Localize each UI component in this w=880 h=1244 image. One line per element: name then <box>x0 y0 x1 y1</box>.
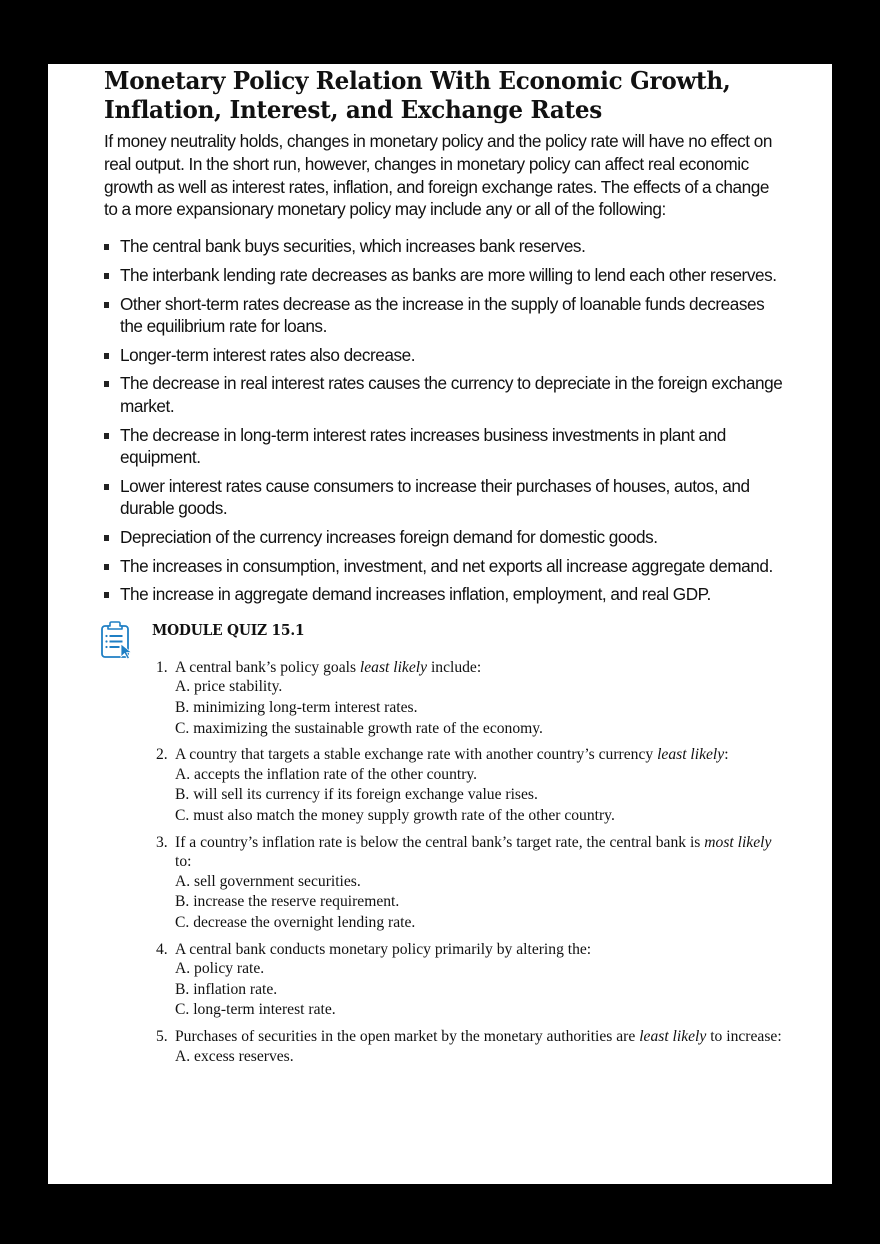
list-item: The decrease in real interest rates causes the currency to depreciate in the foreign exchange market. <box>104 372 784 417</box>
quiz-question <box>156 658 784 739</box>
list-item: Other short-term rates decrease as the increase in the supply of loanable funds decreases the equilibrium rate for loans. <box>104 293 784 338</box>
list-item: Lower interest rates cause consumers to increase their purchases of houses, autos, and durable goods. <box>104 475 784 520</box>
document-page <box>48 64 832 1184</box>
answer-option: A. accepts the inflation rate of the other country. <box>175 765 478 783</box>
square-bullet-icon <box>104 381 109 387</box>
module-quiz-header <box>104 618 784 658</box>
question-stem: A central bank conducts monetary policy primarily by altering the: <box>175 940 592 958</box>
clipboard-checklist-icon <box>100 620 134 660</box>
answer-option: B. increase the reserve requirement. <box>175 893 400 911</box>
answer-option: C. maximizing the sustainable growth rate of the economy. <box>175 719 543 737</box>
question-number: 2. <box>156 746 168 764</box>
list-item: The increases in consumption, investment, and net exports all increase aggregate demand. <box>104 555 784 578</box>
question-number: 3. <box>156 833 168 851</box>
answer-option: B. will sell its currency if its foreign exchange value rises. <box>175 786 538 804</box>
answer-option: A. excess reserves. <box>175 1047 294 1065</box>
quiz-questions <box>104 658 784 1067</box>
quiz-question <box>156 1027 784 1067</box>
answer-option: C. decrease the overnight lending rate. <box>175 914 416 931</box>
answer-options <box>175 959 784 1021</box>
answer-options <box>175 765 784 827</box>
square-bullet-icon <box>104 564 109 570</box>
square-bullet-icon <box>104 535 109 541</box>
square-bullet-icon <box>104 433 109 439</box>
intro-paragraph: If money neutrality holds, changes in monetary policy and the policy rate will have no effect on real output. In the short run, however, changes in monetary policy can affect real economic growth as well as interest rates, inflation, and foreign exchange rates. The effects of a change to a more expansionary monetary policy may include any or all of the following: <box>104 131 772 220</box>
square-bullet-icon <box>104 592 109 598</box>
answer-option: A. price stability. <box>175 678 283 696</box>
effects-list <box>104 235 784 606</box>
square-bullet-icon <box>104 484 109 490</box>
answer-options <box>175 677 784 739</box>
section-title: Monetary Policy Relation With Economic Growth, Inflation, Interest, and Exchange Rates <box>104 66 731 124</box>
answer-option: A. policy rate. <box>175 960 265 978</box>
question-stem: A central bank’s policy goals least likely include: <box>175 658 482 676</box>
list-item: Longer-term interest rates also decrease. <box>104 344 784 367</box>
quiz-question <box>156 940 784 1021</box>
answer-options <box>175 872 784 934</box>
square-bullet-icon <box>104 273 109 279</box>
question-number: 5. <box>156 1027 168 1045</box>
answer-options <box>175 1047 784 1068</box>
question-number: 1. <box>156 658 168 676</box>
answer-option: B. inflation rate. <box>175 980 278 998</box>
list-item: Depreciation of the currency increases foreign demand for domestic goods. <box>104 526 784 549</box>
answer-option: C. must also match the money supply growth rate of the other country. <box>175 807 615 825</box>
question-stem: Purchases of securities in the open market by the monetary authorities are least likely to increase: <box>175 1027 782 1045</box>
list-item: The central bank buys securities, which increases bank reserves. <box>104 235 784 258</box>
quiz-title: MODULE QUIZ 15.1 <box>152 620 305 639</box>
list-item: The interbank lending rate decreases as banks are more willing to lend each other reserves. <box>104 264 784 287</box>
question-stem: If a country’s inflation rate is below the central bank’s target rate, the central bank is most likely to: <box>175 833 772 871</box>
quiz-question <box>156 745 784 826</box>
square-bullet-icon <box>104 244 109 250</box>
question-stem: A country that targets a stable exchange rate with another country’s currency least likely: <box>175 746 729 764</box>
answer-option: C. long-term interest rate. <box>175 1001 336 1019</box>
answer-option: B. minimizing long-term interest rates. <box>175 699 418 717</box>
square-bullet-icon <box>104 353 109 359</box>
question-number: 4. <box>156 940 168 958</box>
list-item: The increase in aggregate demand increases inflation, employment, and real GDP. <box>104 583 784 606</box>
answer-option: A. sell government securities. <box>175 872 361 890</box>
square-bullet-icon <box>104 302 109 308</box>
list-item: The decrease in long-term interest rates increases business investments in plant and equipment. <box>104 424 784 469</box>
quiz-question <box>156 833 784 934</box>
page-content <box>104 66 784 1073</box>
